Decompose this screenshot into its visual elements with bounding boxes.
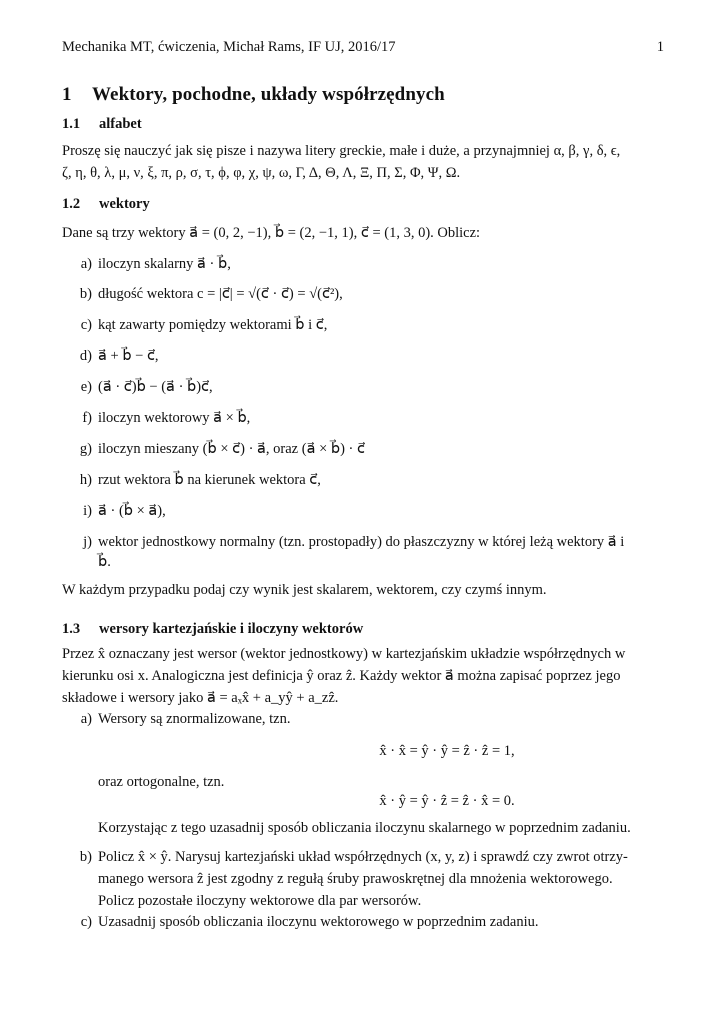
item-label: a) (80, 256, 92, 272)
section-title: Wektory, pochodne, układy współrzędnych (92, 84, 445, 105)
item-text: oraz ortogonalne, tzn. (98, 774, 225, 790)
item-text: a⃗ · (b⃗ × a⃗), (98, 503, 166, 519)
item-text: (a⃗ · c⃗)b⃗ − (a⃗ · b⃗)c⃗, (98, 379, 213, 395)
item-label: d) (79, 348, 92, 364)
item-text: wektor jednostkowy normalny (tzn. prostopadły) do płaszczyzny w której leżą wektory a⃗ i (98, 534, 625, 550)
document-page (62, 0, 666, 1024)
section-number: 1 (62, 84, 72, 105)
paragraph-line: Przez x̂ oznaczany jest wersor (wektor jednostkowy) w kartezjańskim układzie współrzędnych w (62, 646, 626, 662)
paragraph-line: manego wersora ẑ jest zgodny z regułą śruby prawoskrętnej dla mnożenia wektorowego. (98, 871, 613, 887)
item-text: iloczyn mieszany (b⃗ × c⃗) · a⃗, oraz (a⃗ × b⃗) · c⃗ (98, 441, 365, 457)
paragraph-line: Policz x̂ × ŷ. Narysuj kartezjański układ współrzędnych (x, y, z) i sprawdź czy zwrot otrzy- (98, 849, 628, 865)
subsection-1-3-heading (62, 621, 363, 638)
section-1-heading (62, 84, 445, 106)
subsection-1-1-heading (62, 116, 142, 133)
subsection-number: 1.2 (62, 196, 81, 212)
equation-normalization: x̂ · x̂ = ŷ · ŷ = ẑ · ẑ = 1, (379, 743, 515, 759)
item-text: a⃗ + b⃗ − c⃗, (98, 348, 159, 364)
paragraph-line: Policz pozostałe iloczyny wektorowe dla par wersorów. (98, 893, 422, 909)
item-label: b) (79, 849, 92, 865)
equation-orthogonality: x̂ · ŷ = ŷ · ẑ = ẑ · x̂ = 0. (379, 793, 515, 809)
item-label: f) (82, 410, 92, 426)
item-text: b⃗. (98, 554, 111, 570)
subsection-title: alfabet (99, 116, 142, 132)
subsection-title: wektory (99, 196, 150, 212)
item-text (98, 846, 666, 912)
page-number: 1 (656, 39, 664, 55)
item-text: rzut wektora b⃗ na kierunek wektora c⃗, (98, 472, 321, 488)
item-text: Wersory są znormalizowane, tzn. (98, 711, 291, 727)
subsection-1-2-heading (62, 196, 150, 213)
subsection-number: 1.3 (62, 621, 81, 637)
paragraph-line: Proszę się nauczyć jak się pisze i nazywa litery greckie, małe i duże, a przynajmniej α, β, γ, δ, ϵ, (62, 143, 621, 159)
alphabet-paragraph (62, 140, 666, 184)
item-label: h) (79, 472, 92, 488)
item-label: e) (80, 379, 92, 395)
item-text: długość wektora c = |c⃗| = √(c⃗ · c⃗) = √(c⃗²), (98, 286, 343, 302)
item-label: a) (80, 711, 92, 727)
paragraph-line: ζ, η, θ, λ, μ, ν, ξ, π, ρ, σ, τ, ϕ, φ, χ, ψ, ω, Γ, Δ, Θ, Λ, Ξ, Π, Σ, Φ, Ψ, Ω. (62, 165, 461, 181)
item-label: b) (79, 286, 92, 302)
item-text: kąt zawarty pomiędzy wektorami b⃗ i c⃗, (98, 317, 328, 333)
subsection-number: 1.1 (62, 116, 81, 132)
vectors-intro: Dane są trzy wektory a⃗ = (0, 2, −1), b⃗ = (2, −1, 1), c⃗ = (1, 3, 0). Oblicz: (62, 225, 481, 241)
item-label: j) (83, 534, 92, 550)
item-text: iloczyn wektorowy a⃗ × b⃗, (98, 410, 251, 426)
item-text: Uzasadnij sposób obliczania iloczynu wektorowego w poprzednim zadaniu. (98, 914, 539, 930)
item-text: Korzystając z tego uzasadnij sposób obliczania iloczynu skalarnego w poprzednim zadaniu. (98, 820, 631, 836)
running-title: Mechanika MT, ćwiczenia, Michał Rams, IF UJ, 2016/17 (62, 39, 396, 55)
page-header (62, 39, 666, 59)
unit-vectors-paragraph (62, 643, 666, 709)
item-label: c) (80, 317, 92, 333)
item-label: i) (83, 503, 92, 519)
item-text: iloczyn skalarny a⃗ · b⃗, (98, 256, 231, 272)
item-label: g) (79, 441, 92, 457)
paragraph-line: kierunku osi x. Analogiczna jest definicja ŷ oraz ẑ. Każdy wektor a⃗ można zapisać poprzez jego (62, 668, 621, 684)
paragraph-line: składowe i wersory jako a⃗ = aₓx̂ + a_yŷ + a_zẑ. (62, 690, 339, 706)
subsection-title: wersory kartezjańskie i iloczyny wektorów (99, 621, 364, 637)
vectors-outro: W każdym przypadku podaj czy wynik jest skalarem, wektorem, czy czymś innym. (62, 582, 547, 598)
item-label: c) (80, 914, 92, 930)
